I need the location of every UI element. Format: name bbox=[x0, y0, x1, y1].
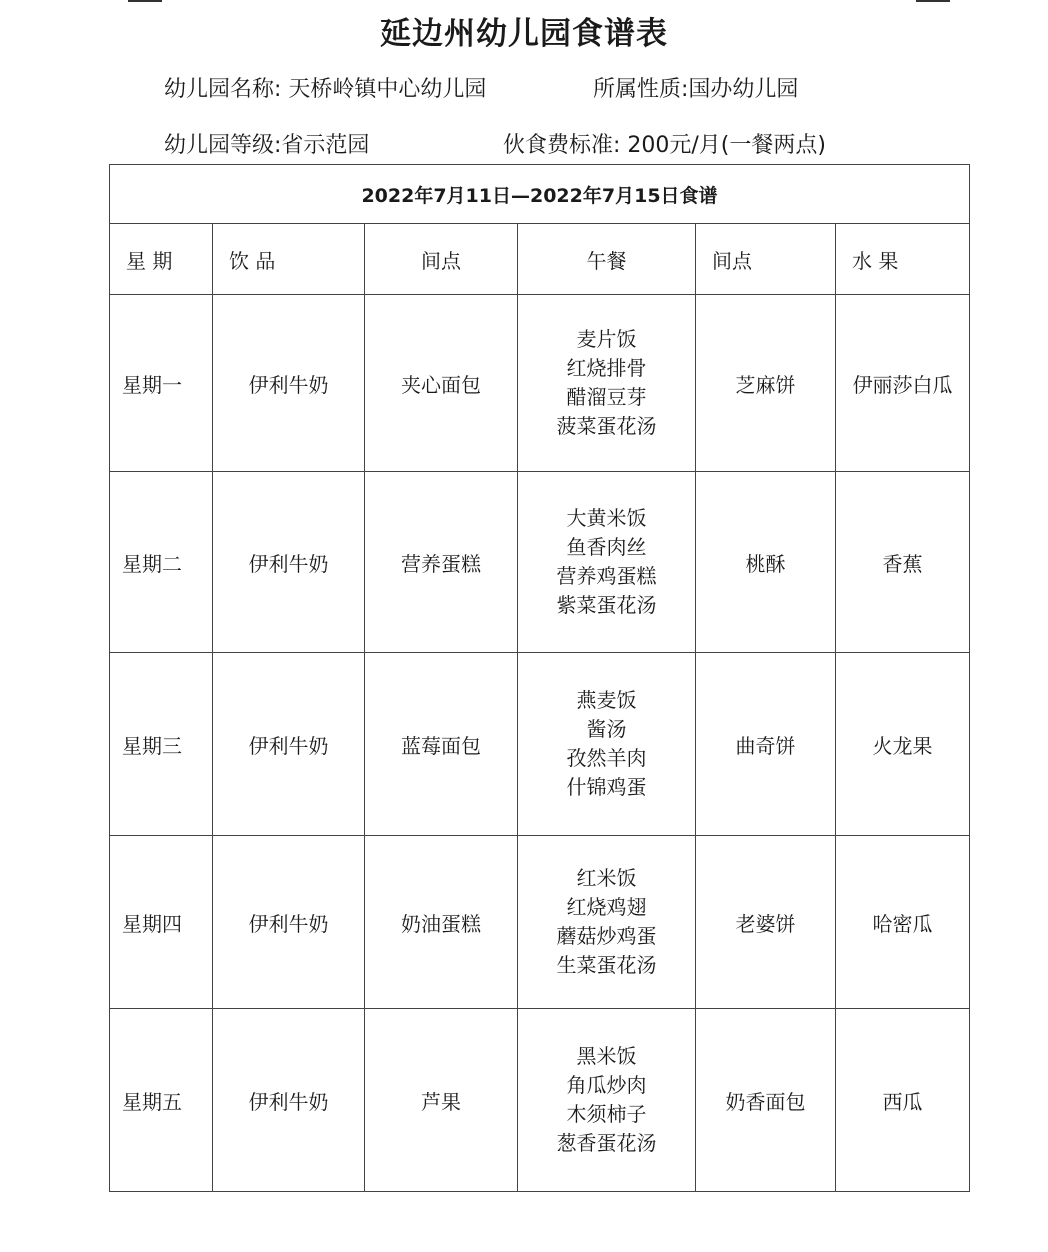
afternoon-snack-cell: 桃酥 bbox=[696, 472, 836, 653]
header-lunch: 午餐 bbox=[518, 224, 696, 295]
lunch-item: 鱼香肉丝 bbox=[566, 535, 647, 559]
lunch-item: 生菜蛋花汤 bbox=[556, 953, 657, 977]
table-row bbox=[110, 653, 970, 836]
lunch-item: 燕麦饭 bbox=[576, 688, 637, 712]
lunch-item: 什锦鸡蛋 bbox=[566, 775, 647, 799]
drink-cell: 伊利牛奶 bbox=[213, 1009, 365, 1192]
table-row bbox=[110, 295, 970, 472]
lunch-cell bbox=[518, 653, 696, 836]
lunch-item: 红烧排骨 bbox=[566, 356, 647, 380]
lunch-item: 蘑菇炒鸡蛋 bbox=[556, 924, 657, 948]
drink-cell: 伊利牛奶 bbox=[213, 295, 365, 472]
fruit-cell: 火龙果 bbox=[836, 653, 970, 836]
afternoon-snack-cell: 曲奇饼 bbox=[696, 653, 836, 836]
table-row bbox=[110, 1009, 970, 1192]
table-caption-row bbox=[110, 165, 970, 224]
afternoon-snack-cell: 奶香面包 bbox=[696, 1009, 836, 1192]
weekday-cell: 星期四 bbox=[110, 836, 213, 1009]
crop-mark-right bbox=[916, 0, 950, 2]
weekday-cell: 星期五 bbox=[110, 1009, 213, 1192]
fruit-cell: 伊丽莎白瓜 bbox=[836, 295, 970, 472]
fruit-cell: 西瓜 bbox=[836, 1009, 970, 1192]
lunch-item: 菠菜蛋花汤 bbox=[556, 414, 657, 438]
meal-fee-standard: 伙食费标准: 200元/月(一餐两点) bbox=[503, 133, 826, 158]
table-header-row bbox=[110, 224, 970, 295]
lunch-item: 葱香蛋花汤 bbox=[556, 1131, 657, 1155]
lunch-item: 麦片饭 bbox=[576, 327, 637, 351]
lunch-item: 孜然羊肉 bbox=[566, 746, 647, 770]
afternoon-snack-cell: 芝麻饼 bbox=[696, 295, 836, 472]
morning-snack-cell: 奶油蛋糕 bbox=[365, 836, 518, 1009]
header-fruit: 水 果 bbox=[836, 224, 970, 295]
lunch-item: 黑米饭 bbox=[576, 1044, 637, 1068]
lunch-item: 紫菜蛋花汤 bbox=[556, 593, 657, 617]
lunch-item: 红米饭 bbox=[576, 866, 637, 890]
header-drink: 饮 品 bbox=[213, 224, 365, 295]
afternoon-snack-cell: 老婆饼 bbox=[696, 836, 836, 1009]
table-row bbox=[110, 472, 970, 653]
drink-cell: 伊利牛奶 bbox=[213, 653, 365, 836]
page-title: 延边州幼儿园食谱表 bbox=[380, 16, 668, 52]
morning-snack-cell: 芦果 bbox=[365, 1009, 518, 1192]
morning-snack-cell: 营养蛋糕 bbox=[365, 472, 518, 653]
menu-date-range: 2022年7月11日—2022年7月15日食谱 bbox=[110, 165, 970, 224]
kindergarten-name: 幼儿园名称: 天桥岭镇中心幼儿园 bbox=[164, 77, 487, 102]
lunch-cell bbox=[518, 1009, 696, 1192]
header-weekday: 星 期 bbox=[110, 224, 213, 295]
morning-snack-cell: 蓝莓面包 bbox=[365, 653, 518, 836]
lunch-item: 木须柿子 bbox=[566, 1102, 647, 1126]
fruit-cell: 哈密瓜 bbox=[836, 836, 970, 1009]
lunch-item: 醋溜豆芽 bbox=[566, 385, 647, 409]
drink-cell: 伊利牛奶 bbox=[213, 836, 365, 1009]
header-afternoon-snack: 间点 bbox=[696, 224, 836, 295]
header-morning-snack: 间点 bbox=[365, 224, 518, 295]
menu-table bbox=[109, 164, 970, 1192]
lunch-cell bbox=[518, 472, 696, 653]
lunch-cell bbox=[518, 295, 696, 472]
table-row bbox=[110, 836, 970, 1009]
kindergarten-level: 幼儿园等级:省示范园 bbox=[164, 133, 370, 158]
morning-snack-cell: 夹心面包 bbox=[365, 295, 518, 472]
crop-mark-left bbox=[128, 0, 162, 2]
drink-cell: 伊利牛奶 bbox=[213, 472, 365, 653]
lunch-item: 酱汤 bbox=[586, 717, 627, 741]
lunch-item: 红烧鸡翅 bbox=[566, 895, 647, 919]
lunch-cell bbox=[518, 836, 696, 1009]
fruit-cell: 香蕉 bbox=[836, 472, 970, 653]
lunch-item: 大黄米饭 bbox=[566, 506, 647, 530]
weekday-cell: 星期一 bbox=[110, 295, 213, 472]
lunch-item: 角瓜炒肉 bbox=[566, 1073, 647, 1097]
weekday-cell: 星期二 bbox=[110, 472, 213, 653]
weekday-cell: 星期三 bbox=[110, 653, 213, 836]
kindergarten-nature: 所属性质:国办幼儿园 bbox=[593, 77, 799, 102]
lunch-item: 营养鸡蛋糕 bbox=[556, 564, 657, 588]
